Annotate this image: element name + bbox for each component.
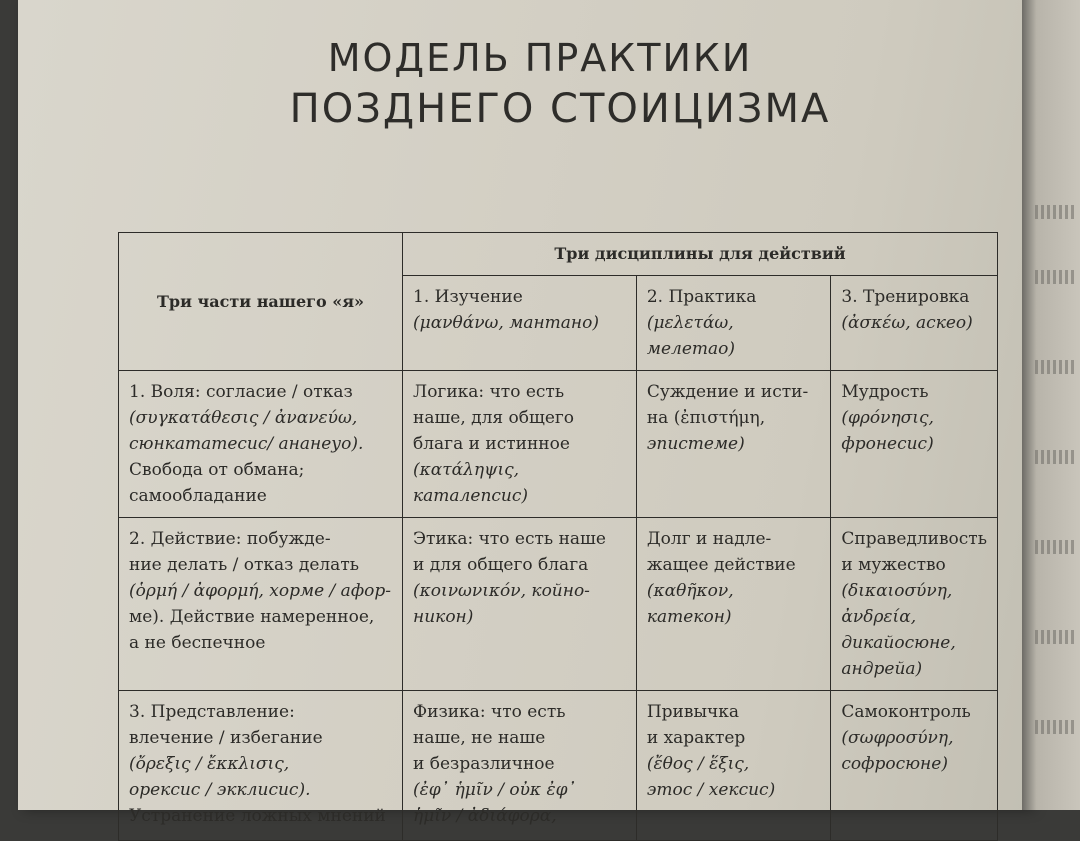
cell-text-line: Физика: что есть [413, 702, 566, 722]
cell-text-line: (ἀσκέω, аскео) [841, 313, 973, 333]
cell-text-line: Этика: что есть наше [413, 529, 606, 549]
cell-text-line: каталепсис) [413, 486, 529, 506]
cell-text-line: и безразличное [413, 754, 555, 774]
cell-text-line: Суждение и исти- [646, 382, 809, 402]
cell-text-line: 3. Представление: [129, 702, 295, 722]
cell-text-line: (ἔθος / ἕξις, [646, 754, 750, 774]
practice-cell [636, 371, 831, 518]
cell-text-line: (κοινωνικόν, койно- [413, 581, 590, 601]
column-header-study [403, 276, 637, 371]
table-row [119, 691, 998, 841]
cell-text-line: наше, для общего [413, 408, 575, 428]
page-title-line-1: МОДЕЛЬ ПРАКТИКИ [327, 36, 753, 80]
cell-text-line: фронесис) [841, 434, 934, 454]
column-header-practice [636, 276, 831, 371]
cell-text-line: (ἐφ᾽ ἡμῖν / οὐκ ἐφ᾽ [413, 780, 576, 800]
adjacent-page-text [1035, 450, 1075, 464]
cell-text-line: Логика: что есть [413, 382, 565, 402]
column-header-training [831, 276, 998, 371]
practice-cell [636, 518, 831, 691]
stoicism-practice-table [118, 232, 998, 841]
cell-text-line: 2. Действие: побужде- [129, 529, 331, 549]
study-cell [403, 518, 637, 691]
adjacent-page-text [1035, 720, 1075, 734]
practice-cell [636, 691, 831, 841]
page-title-line-2: ПОЗДНЕГО СТОИЦИЗМА [289, 86, 831, 132]
cell-text-line: Устранение ложных мнений [129, 806, 386, 826]
cell-text-line: 1. Изучение [413, 287, 523, 307]
group-header-cell: Три дисциплины для действий [403, 233, 998, 276]
cell-text-line: (σωφροσύνη, [841, 728, 954, 748]
table-row [119, 371, 998, 518]
cell-text-line: (συγκατάθεσις / ἀνανεύω, [129, 408, 358, 428]
table-row [119, 518, 998, 691]
cell-text-line: (φρόνησις, [841, 408, 934, 428]
cell-text-line: на (ἐπιστήμη, [646, 408, 766, 428]
cell-text-line: Долг и надле- [646, 529, 772, 549]
cell-text-line: 3. Тренировка [841, 287, 970, 307]
study-cell [403, 371, 637, 518]
part-cell [119, 518, 403, 691]
adjacent-page-text [1035, 360, 1075, 374]
cell-text-line: ние делать / отказ делать [129, 555, 359, 575]
cell-text-line: (κατάληψις, [413, 460, 520, 480]
cell-text-line: ἡμῖν / ἀδιάφορα, [413, 806, 557, 826]
cell-text-line: самообладание [129, 486, 267, 506]
cell-text-line: и характер [646, 728, 746, 748]
cell-text-line: софросюне) [841, 754, 948, 774]
cell-text-line: 2. Практика [646, 287, 757, 307]
cell-text-line: и мужество [841, 555, 946, 575]
cell-text-line: ἀνδρεία, [841, 607, 917, 627]
cell-text-line: орексис / экклисис). [129, 780, 311, 800]
cell-text-line: эпистеме) [646, 434, 745, 454]
cell-text-line: Мудрость [841, 382, 929, 402]
adjacent-page-text [1035, 540, 1075, 554]
part-cell [119, 371, 403, 518]
training-cell [831, 371, 998, 518]
cell-text-line: жащее действие [646, 555, 796, 575]
cell-text-line: этос / хексис) [646, 780, 776, 800]
study-cell [403, 691, 637, 841]
cell-text-line: (μανθάνω, мантано) [413, 313, 599, 333]
part-cell [119, 691, 403, 841]
adjacent-page-text [1035, 270, 1075, 284]
cell-text-line: андрейа) [841, 659, 923, 679]
cell-text-line: дикайосюне, [841, 633, 956, 653]
cell-text-line: ме). Действие намеренное, [129, 607, 375, 627]
cell-text-line: (καθῆκον, катекон) [646, 581, 734, 627]
cell-text-line: (ὁρμή / ἀφορμή, хорме / афор- [129, 581, 391, 601]
cell-text-line: и для общего блага [413, 555, 589, 575]
cell-text-line: блага и истинное [413, 434, 570, 454]
cell-text-line: наше, не наше [413, 728, 546, 748]
cell-text-line: Самоконтроль [841, 702, 971, 722]
cell-text-line: Привычка [646, 702, 739, 722]
cell-text-line: Справедливость [841, 529, 987, 549]
cell-text-line: 1. Воля: согласие / отказ [129, 382, 353, 402]
cell-text-line: Свобода от обмана; [129, 460, 305, 480]
cell-text-line: (μελετάω, мелетао) [646, 313, 736, 359]
adjacent-page-text [1035, 630, 1075, 644]
adjacent-page-text [1035, 205, 1075, 219]
cell-text-line: никон) [413, 607, 474, 627]
cell-text-line: (δικαιοσύνη, [841, 581, 953, 601]
cell-text-line: а не беспечное [129, 633, 266, 653]
cell-text-line: влечение / избегание [129, 728, 323, 748]
training-cell [831, 691, 998, 841]
cell-text-line: (ὄρεξις / ἔκκλισις, [129, 754, 290, 774]
cell-text-line: сюнкататесис/ ананеуо). [129, 434, 364, 454]
row-header-cell: Три части нашего «я» [119, 233, 403, 371]
training-cell [831, 518, 998, 691]
